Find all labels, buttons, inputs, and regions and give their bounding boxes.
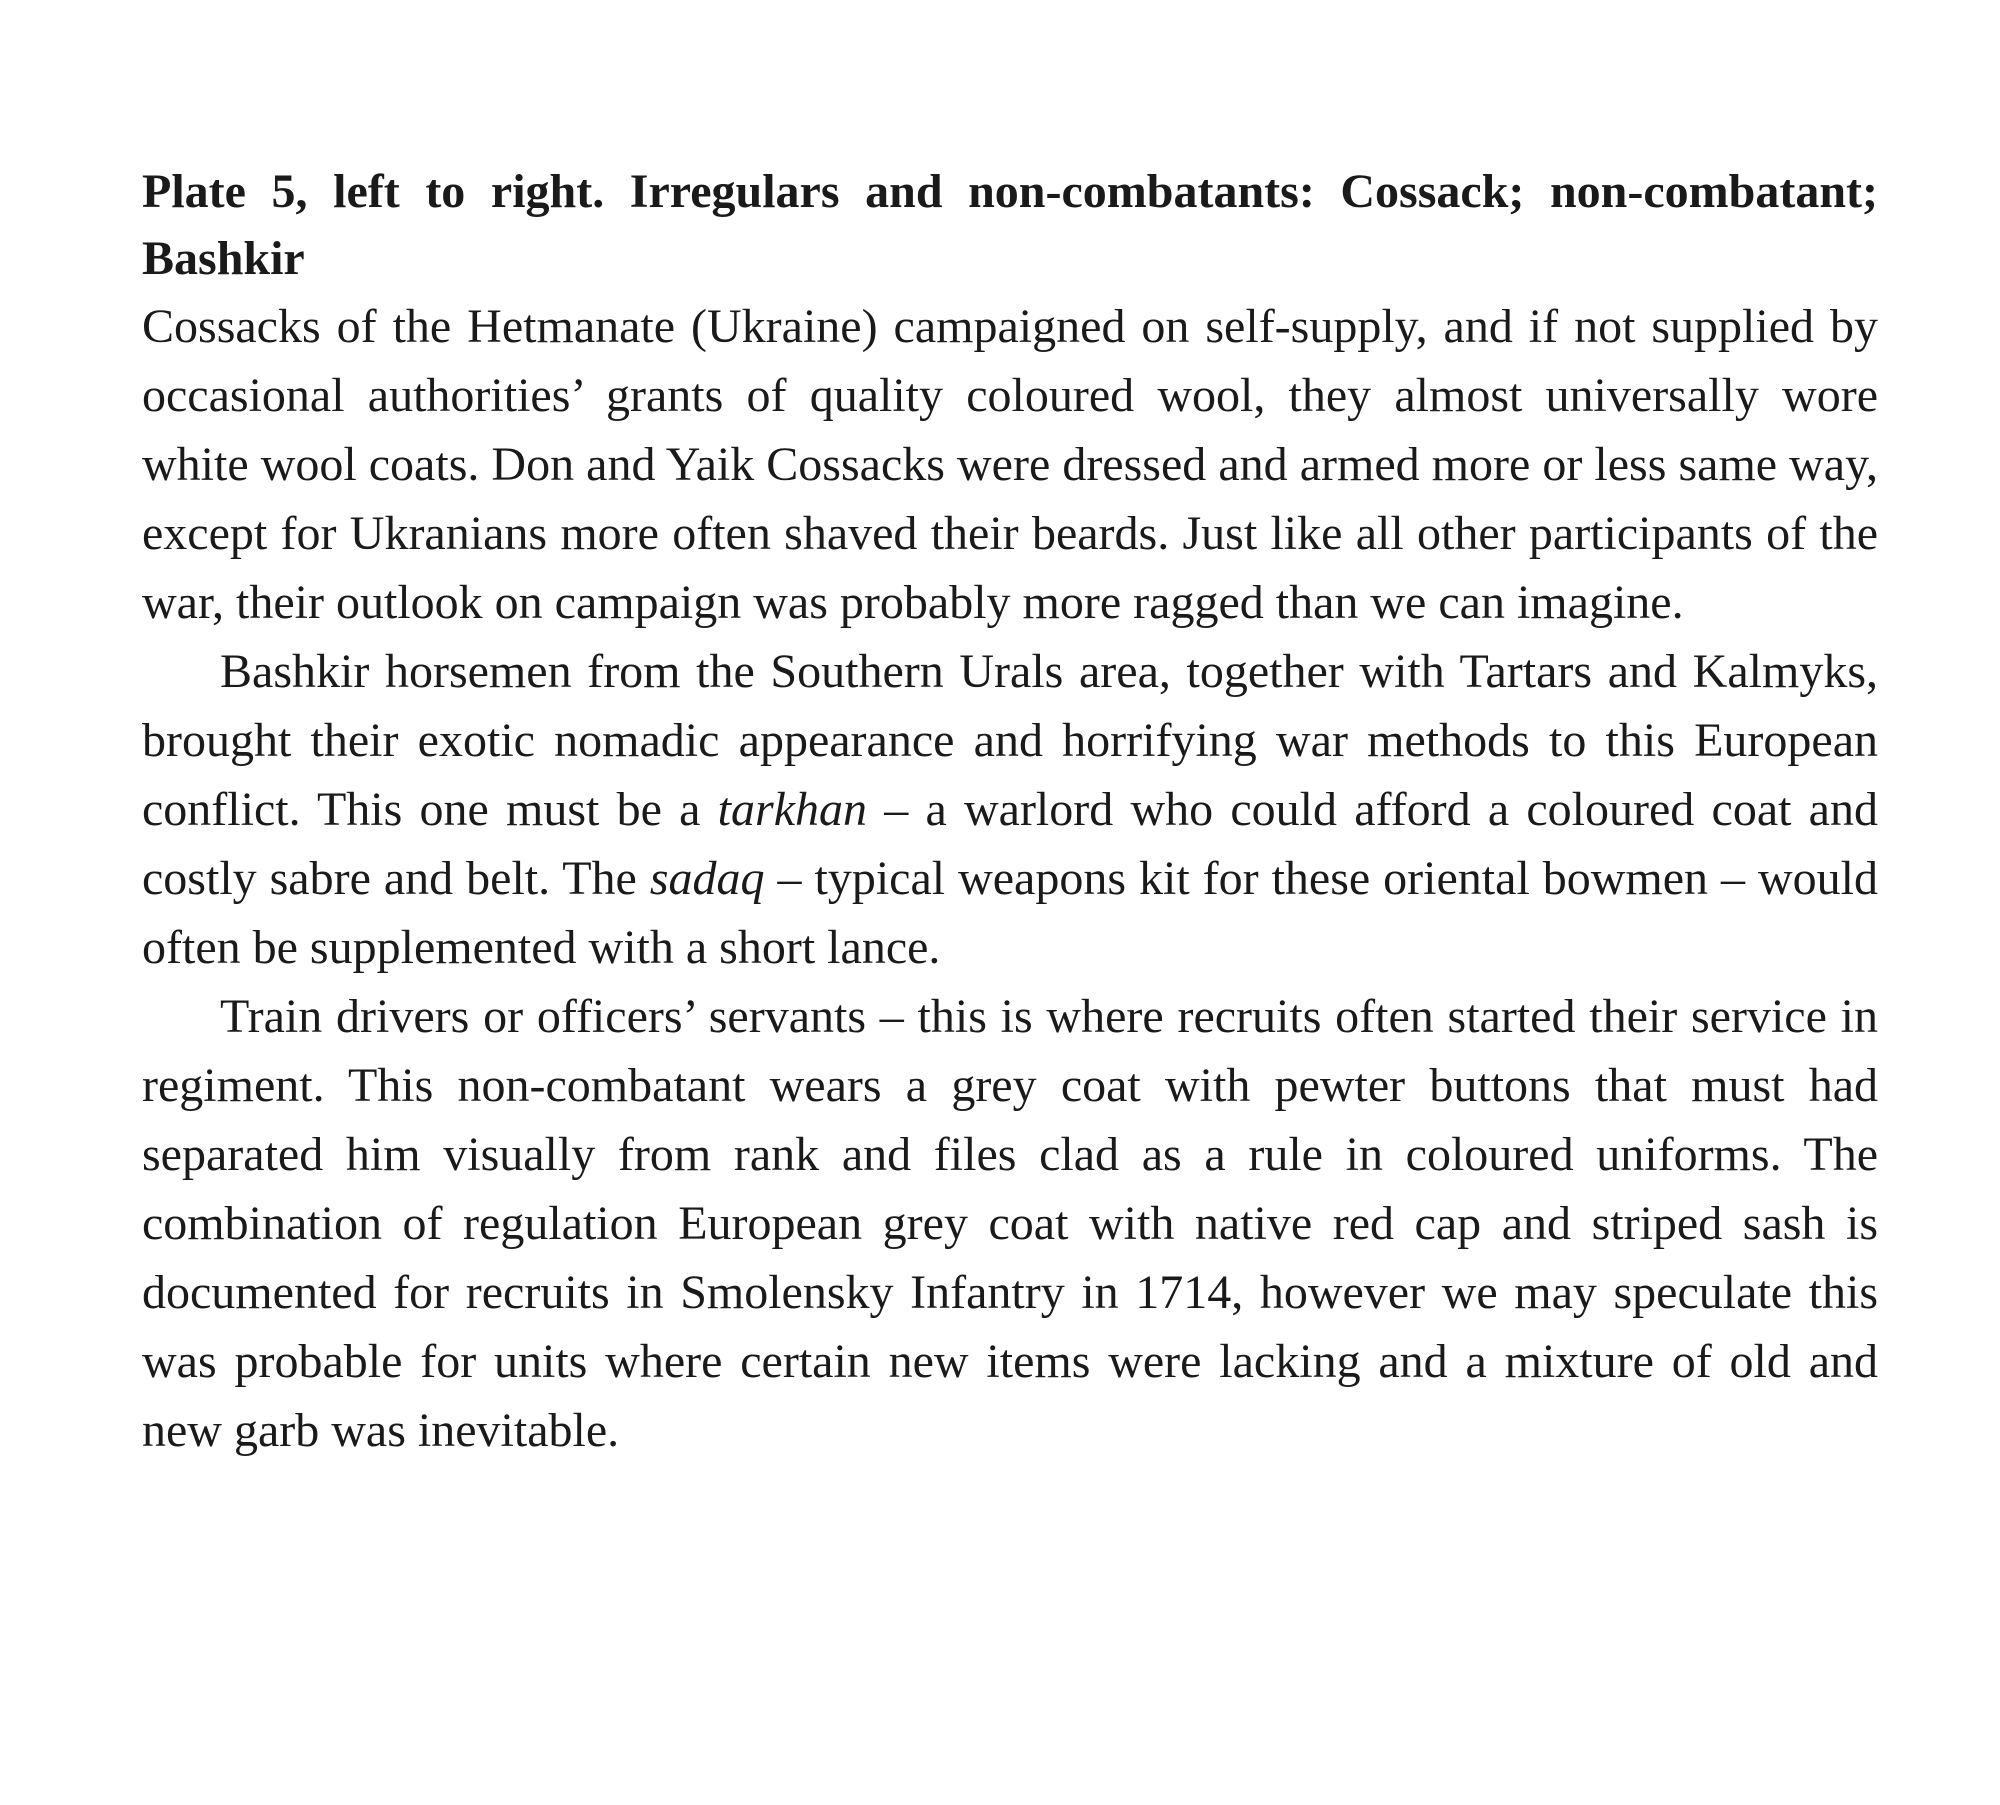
paragraph-cossacks: Cossacks of the Hetmanate (Ukraine) campaigned on self-supply, and if not supplied by occasional authorities’ grants of quality coloured wool, they almost universally wore white wool coats. Don and Yaik Cossacks were dressed and armed more or less same way, except for Ukranians more often shaved their beards. Just like all other participants of the war, their outlook on campaign was probably more ragged than we can imagine. — [142, 300, 1878, 629]
paragraph-bashkir-text-3: – typical weapons kit for these oriental bowmen – would often be supplemented with a short lance. — [142, 852, 1879, 974]
paragraph-bashkir-text-1: Bashkir horsemen from the Southern Urals area, together with Tartars and Kalmyks, brought their exotic nomadic appearance and horrifying war methods to this European conflict. This one must be a — [142, 645, 1878, 836]
term-tarkhan: tarkhan — [717, 783, 867, 836]
term-sadaq: sadaq — [649, 852, 765, 905]
paragraph-bashkir — [142, 637, 1878, 982]
paragraph-non-combatant: Train drivers or officers’ servants – this is where recruits often started their service in regiment. This non-combatant wears a grey coat with pewter buttons that must had separated him visually from rank and files clad as a rule in coloured uniforms. The combination of regulation European grey coat with native red cap and striped sash is documented for recruits in Smolensky Infantry in 1714, however we may speculate this was probable for units where certain new items were lacking and a mixture of old and new garb was inevitable. — [142, 990, 1878, 1457]
document-page — [142, 158, 1878, 1465]
plate-heading: Plate 5, left to right. Irregulars and non-combatants: Cossack; non-combatant; Bashkir — [142, 165, 1878, 285]
paragraph-bashkir-text-2: – a warlord who could afford a coloured coat and costly sabre and belt. The — [142, 783, 1878, 905]
